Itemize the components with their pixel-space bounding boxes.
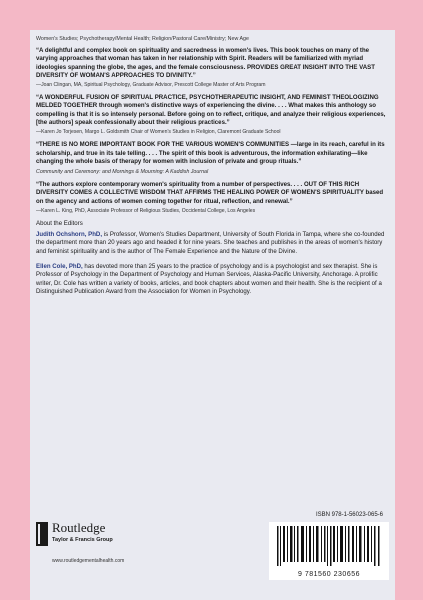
editor-bio-1: [36, 231, 389, 257]
barcode: [269, 522, 389, 580]
review-quote-3: “THERE IS NO MORE IMPORTANT BOOK FOR THE VARIOUS WOMEN'S COMMUNITIES —large in its reach, careful in its scholarship, and true in its tale telling. . . . The spirit of this book is adventurous, the information exhilarating—like changing the whole basis of therapy for women with inclusion of private and group rituals.”: [36, 141, 385, 165]
routledge-logo-icon: [36, 522, 48, 546]
barcode-number: 9 781560 230656: [298, 571, 360, 578]
editor-text-1: is Professor, Women's Studies Department, University of South Florida in Tampa, where she co-founded the department more than 20 years ago and headed it for nine years. She teaches and publishes in the areas of women's history and feminist spirituality and is the author of The Female Experience and the Nature of the Divine.: [36, 230, 385, 255]
publisher-website: www.routledgementalhealth.com: [52, 558, 125, 564]
editor-text-2: has devoted more than 25 years to the practice of psychology and is a psychologist and sex therapist. She is Professor of Psychology in the Department of Psychology and Human Services, Alaska-Pacific University, Anchorage. A prolific writer, Dr. Cole has written a variety of books, articles, and book chapters about women and their health. She is the recipient of a Distinguished Publication Award from the Association for Women in Psychology.: [36, 262, 382, 296]
review-quote-2: “A WONDERFUL FUSION OF SPIRITUAL PRACTICE, PSYCHOTHERAPEUTIC INSIGHT, AND FEMINIST THEOLOGIZING MELDED TOGETHER through women's distinctive ways of experiencing the divine. . . . What makes this anthology so compelling is that it is so intensely personal. Before going on to reflect, critique, and analyze their religious experiences, [the authors] speak confessionally about their religious practices.”: [36, 94, 386, 126]
journal-reference: Community and Ceremony: and Mornings & Mourning: A Kaddish Journal: [36, 169, 209, 176]
editor-bio-2: [36, 263, 389, 297]
review-quote-1: “A delightful and complex book on spirituality and sacredness in women's lives. This book touches on many of the varying approaches that woman has taken in her relationship with Spirit. Readers will be familiarized with myriad ideologies spanning the globe, the ages, and the female consciousness. PROVIDES GREAT INSIGHT INTO THE VAST DIVERSITY OF WOMAN'S APPROACHES TO DIVINITY.”: [36, 47, 375, 79]
cover-footer: [36, 512, 389, 588]
back-cover: [30, 30, 395, 600]
publisher-logo: [36, 520, 156, 560]
publisher-name: Routledge: [52, 520, 106, 535]
subject-categories: Women's Studies; Psychotherapy/Mental Health; Religion/Pastoral Care/Ministry; New Age: [36, 36, 249, 42]
review-attribution-2: —Karen Jo Torjesen, Margo L. Goldsmith Chair of Women's Studies in Religion, Claremont Graduate School: [36, 129, 281, 136]
review-attribution-1: —Joan Clingan, MA, Spiritual Psychology, Graduate Advisor, Prescott College Master of Arts Program: [36, 82, 266, 89]
about-editors-heading: About the Editors: [36, 219, 83, 227]
review-attribution-4: —Karen L. King, PhD, Associate Professor of Religious Studies, Occidental College, Los Angeles: [36, 207, 256, 214]
isbn-label: ISBN 978-1-56023-065-6: [315, 512, 383, 518]
publisher-group: Taylor & Francis Group: [52, 537, 113, 543]
editor-name-1: Judith Ochshorn, PhD,: [36, 230, 103, 238]
review-quote-4: “The authors explore contemporary women's spirituality from a number of perspectives. . . . OUT OF THIS RICH DIVERSITY COMES A COLLECTIVE WISDOM THAT AFFIRMS THE HEALING POWER OF WOMEN'S SPIRITUALITY based on the agency and actions of women coming together for ritual, reflection, and renewal.”: [36, 181, 384, 205]
barcode-bars-icon: [277, 526, 381, 566]
editor-name-2: Ellen Cole, PhD,: [36, 262, 83, 270]
cover-content: [36, 36, 389, 303]
